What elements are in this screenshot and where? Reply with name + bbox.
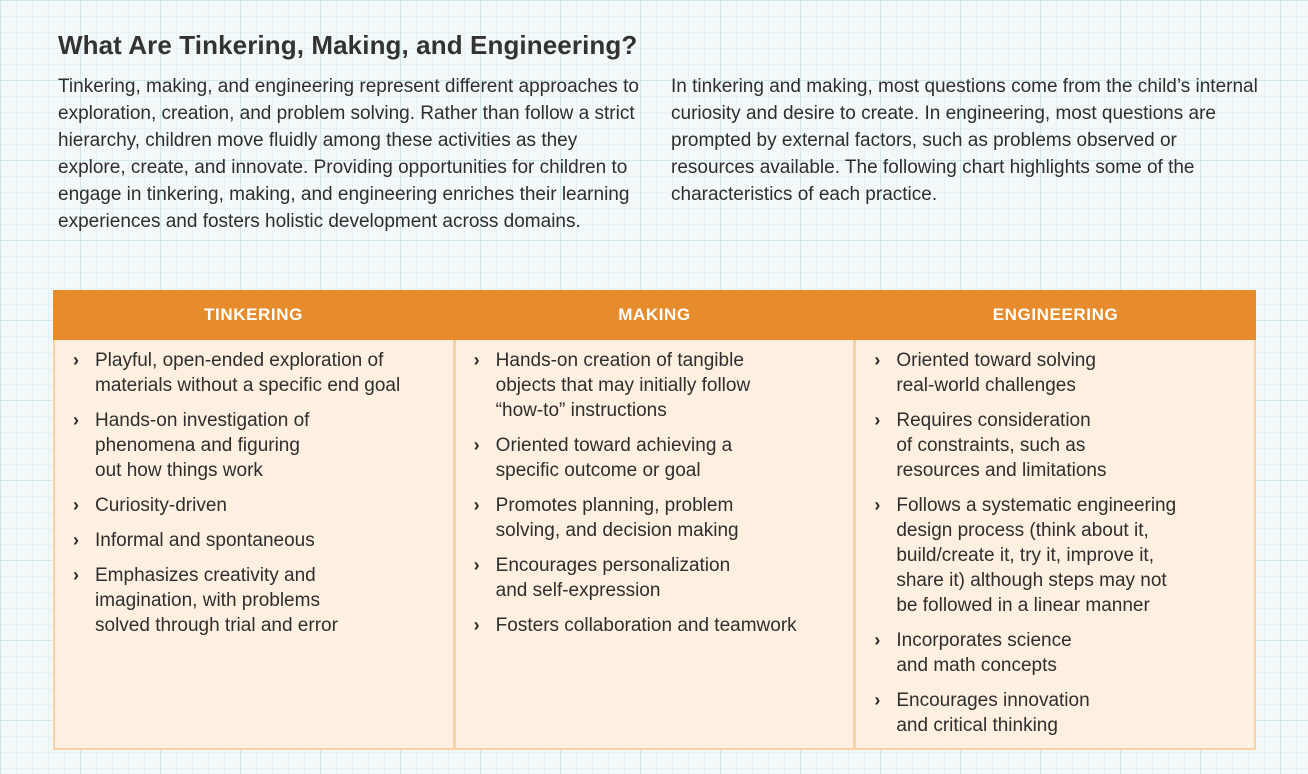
list-item-text: Encourages innovation and critical thinking bbox=[896, 690, 1090, 736]
intro-paragraph-right: In tinkering and making, most questions come from the child’s internal curiosity and desire to create. In engineering, most questions are prompted by external factors, such as problems observed or resources available. The following chart highlights some of the characteristics of each practice. bbox=[671, 76, 1258, 205]
list-item bbox=[874, 408, 1242, 483]
column-header-making: MAKING bbox=[618, 305, 691, 324]
chevron-right-icon: › bbox=[874, 630, 881, 650]
list-item-text: Emphasizes creativity and imagination, with problems solved through trial and error bbox=[95, 565, 338, 636]
chevron-right-icon: › bbox=[73, 410, 79, 430]
chevron-right-icon: › bbox=[473, 435, 480, 455]
list-item bbox=[474, 553, 842, 603]
list-item bbox=[874, 628, 1242, 678]
list-item-text: Hands-on investigation of phenomena and figuring out how things work bbox=[95, 410, 310, 481]
list-item bbox=[874, 493, 1242, 618]
list-item-text: Informal and spontaneous bbox=[95, 530, 315, 551]
chevron-right-icon: › bbox=[473, 350, 480, 370]
list-item bbox=[874, 348, 1242, 398]
list-item-text: Fosters collaboration and teamwork bbox=[495, 615, 797, 636]
list-item-text: Oriented toward achieving a specific outcome or goal bbox=[495, 435, 733, 481]
list-item-text: Incorporates science and math concepts bbox=[896, 630, 1072, 676]
list-item bbox=[874, 688, 1242, 738]
list-item-text: Follows a systematic engineering design process (think about it, build/create it, try it, improve it, share it) although steps may not be followed in a linear manner bbox=[896, 495, 1177, 616]
list-item bbox=[73, 528, 441, 553]
chevron-right-icon: › bbox=[73, 530, 79, 550]
chevron-right-icon: › bbox=[473, 615, 480, 635]
list-item-text: Oriented toward solving real-world challenges bbox=[896, 350, 1096, 396]
column-header-tinkering: TINKERING bbox=[204, 305, 303, 324]
chevron-right-icon: › bbox=[874, 495, 881, 515]
column-header-engineering: ENGINEERING bbox=[992, 305, 1119, 324]
list-item bbox=[73, 563, 441, 638]
chevron-right-icon: › bbox=[73, 495, 79, 515]
list-item bbox=[73, 408, 441, 483]
list-item-text: Requires consideration of constraints, such as resources and limitations bbox=[896, 410, 1107, 481]
column-tinkering bbox=[55, 340, 453, 748]
intro-paragraph-left: Tinkering, making, and engineering represent different approaches to exploration, creation, and problem solving. Rather than follow a strict hierarchy, children move fluidly among these activities as they explore, create, and innovate. Providing opportunities for children to engage in tinkering, making, and engineering enriches their learning experiences and fosters holistic development across domains. bbox=[58, 76, 639, 232]
chevron-right-icon: › bbox=[473, 495, 480, 515]
chevron-right-icon: › bbox=[473, 555, 480, 575]
table-body-row bbox=[55, 340, 1254, 748]
list-item-text: Playful, open-ended exploration of materials without a specific end goal bbox=[95, 350, 401, 396]
list-item bbox=[73, 493, 441, 518]
chevron-right-icon: › bbox=[73, 350, 79, 370]
page-title: What Are Tinkering, Making, and Engineering? bbox=[58, 30, 638, 60]
chevron-right-icon: › bbox=[874, 350, 881, 370]
column-making bbox=[453, 340, 854, 748]
chevron-right-icon: › bbox=[874, 690, 881, 710]
list-item bbox=[474, 348, 842, 423]
list-item-text: Curiosity-driven bbox=[95, 495, 227, 516]
characteristics-table bbox=[53, 290, 1256, 750]
chevron-right-icon: › bbox=[874, 410, 881, 430]
list-item-text: Promotes planning, problem solving, and decision making bbox=[495, 495, 739, 541]
table-header-row bbox=[53, 290, 1256, 340]
list-item-text: Hands-on creation of tangible objects that may initially follow “how-to” instructions bbox=[495, 350, 751, 421]
list-item bbox=[474, 433, 842, 483]
list-item bbox=[474, 493, 842, 543]
list-item bbox=[73, 348, 441, 398]
list-item bbox=[474, 613, 842, 638]
list-item-text: Encourages personalization and self-expression bbox=[495, 555, 731, 601]
column-engineering bbox=[853, 340, 1254, 748]
chevron-right-icon: › bbox=[73, 565, 79, 585]
